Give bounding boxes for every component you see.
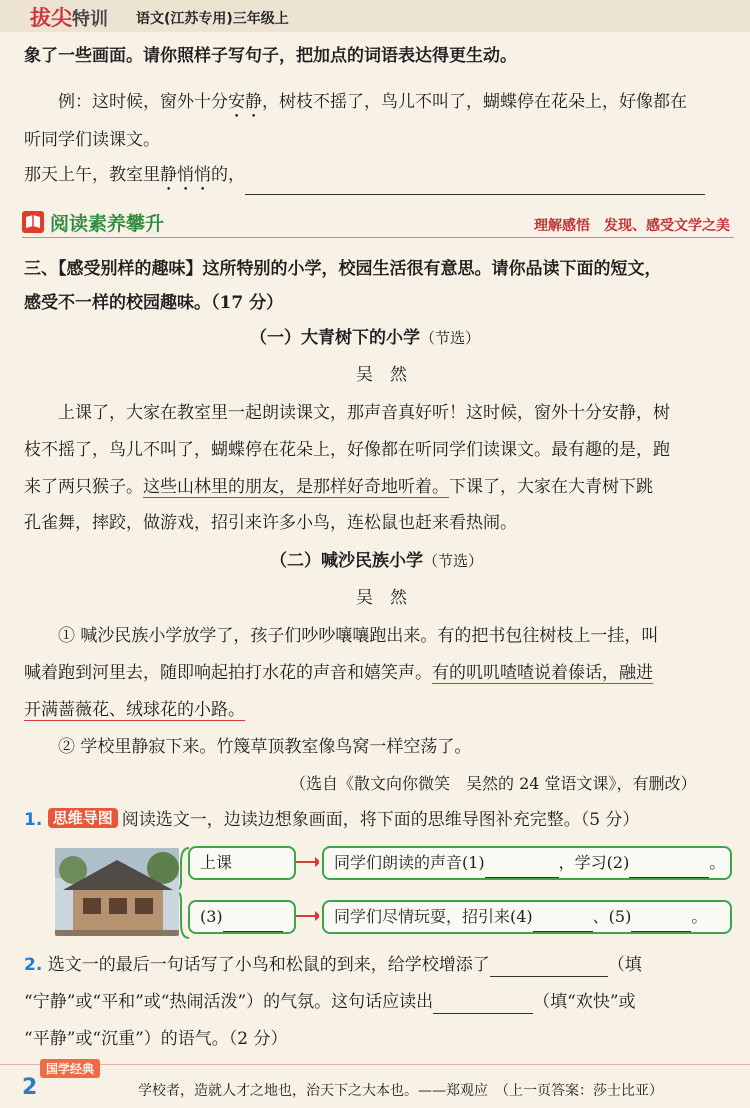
underlined-sentence: 这些山林里的朋友，是那样好奇地听着。 [143,477,449,497]
question-3-text-line2: 感受不一样的校园趣味。（17 分） [24,293,284,313]
passage-2-line [24,698,245,722]
passage-1-line: 上课了，大家在教室里一起朗读课文，那声音真好听！这时候，窗外十分安静，树 [58,403,670,423]
mind-map-badge: 思维导图 [48,808,118,828]
passage-2-line: ① 喊沙民族小学放学了，孩子们吵吵嚷嚷跑出来。有的把书包往树枝上一挂，叫 [58,626,659,646]
question-1: 1. 思维导图 阅读选文一，边读边想象画面，将下面的思维导图补充完整。（5 分） [24,809,640,830]
answer-line[interactable] [629,859,709,878]
passage-1-line: 来了两只猴子。这些山林里的朋友，是那样好奇地听着。下课了，大家在大青树下跳 [24,477,653,497]
passage-1-line: 枝不摇了，鸟儿不叫了，蝴蝶停在花朵上，好像都在听同学们读课文。最有趣的是，跑 [24,440,670,460]
mind-map-node-class: 上课 [188,846,296,880]
passage-source: （选自《散文向你微笑 吴然的 24 堂语文课》，有删改） [290,774,697,793]
answer-line[interactable] [433,995,533,1014]
mind-map-node-recess: (3) [188,900,296,934]
passage-2-line: 喊着跑到河里去，随即响起拍打水花的声音和嬉笑声。有的叽叽喳喳说着傣话，融进 [24,663,653,683]
section-header [22,209,734,238]
classic-label: 国学经典 [40,1059,100,1078]
passage-2-line: ② 学校里静寂下来。竹篾草顶教室像鸟窝一样空荡了。 [58,737,472,757]
section-title: 阅读素养攀升 [50,213,165,235]
underlined-sentence: 开满蔷薇花、绒球花的小路。 [24,700,245,720]
question-2: 2. 选文一的最后一句话写了小鸟和松鼠的到来，给学校增添了 （填 [24,955,642,975]
section-tags: 理解感悟 发现、感受文学之美 [534,218,730,234]
example-sentence-line2: 听同学们读课文。 [24,130,160,150]
footer-divider [0,1064,750,1065]
passage-2-title: （二）喊沙民族小学（节选） [270,551,484,571]
underlined-sentence: 有的叽叽喳喳说着傣话，融进 [432,663,653,683]
answer-line[interactable] [631,913,691,932]
answer-line[interactable] [245,176,705,195]
book-icon [22,211,44,233]
mind-map-node-recess-result: 同学们尽情玩耍，招引来(4) 、(5) 。 [322,900,732,934]
answer-line[interactable] [223,913,283,932]
example-sentence: 例：这时候，窗外十分安静，树枝不摇了，鸟儿不叫了，蝴蝶停在花朵上，好像都在 [58,92,687,112]
question-2-line2: “宁静”或“平和”或“热闹活泼”）的气氛。这句话应读出 （填“欢快”或 [24,992,636,1012]
brand-logo: 拔尖特训 [30,6,108,30]
instruction-text: 象了一些画面。请你照样子写句子，把加点的词语表达得更生动。 [24,46,517,66]
footer-quote: 学校者，造就人才之地也，治天下之大本也。——郑观应 （上一页答案：莎士比亚） [138,1083,663,1099]
practice-sentence: 那天上午，教室里静悄悄的， [24,163,705,195]
passage-2-author: 吴 然 [356,588,407,608]
answer-line[interactable] [490,958,608,977]
question-3-text: 三、【感受别样的趣味】这所特别的小学，校园生活很有意思。请你品读下面的短文， [24,259,662,279]
passage-1-author: 吴 然 [356,365,407,385]
school-house-image [55,848,179,936]
passage-1-line: 孔雀舞，摔跤，做游戏，招引来许多小鸟，连松鼠也赶来看热闹。 [24,513,517,533]
answer-line[interactable] [533,913,593,932]
header-bar [0,0,750,32]
passage-1-title: （一）大青树下的小学（节选） [250,328,481,348]
page-number: 2 [22,1075,38,1100]
answer-line[interactable] [485,859,559,878]
mind-map-node-class-result: 同学们朗读的声音(1) ，学习(2) 。 [322,846,732,880]
subject-title: 语文(江苏专用)三年级上 [136,11,289,27]
question-2-line3: “平静”或“沉重”）的语气。（2 分） [24,1029,288,1049]
